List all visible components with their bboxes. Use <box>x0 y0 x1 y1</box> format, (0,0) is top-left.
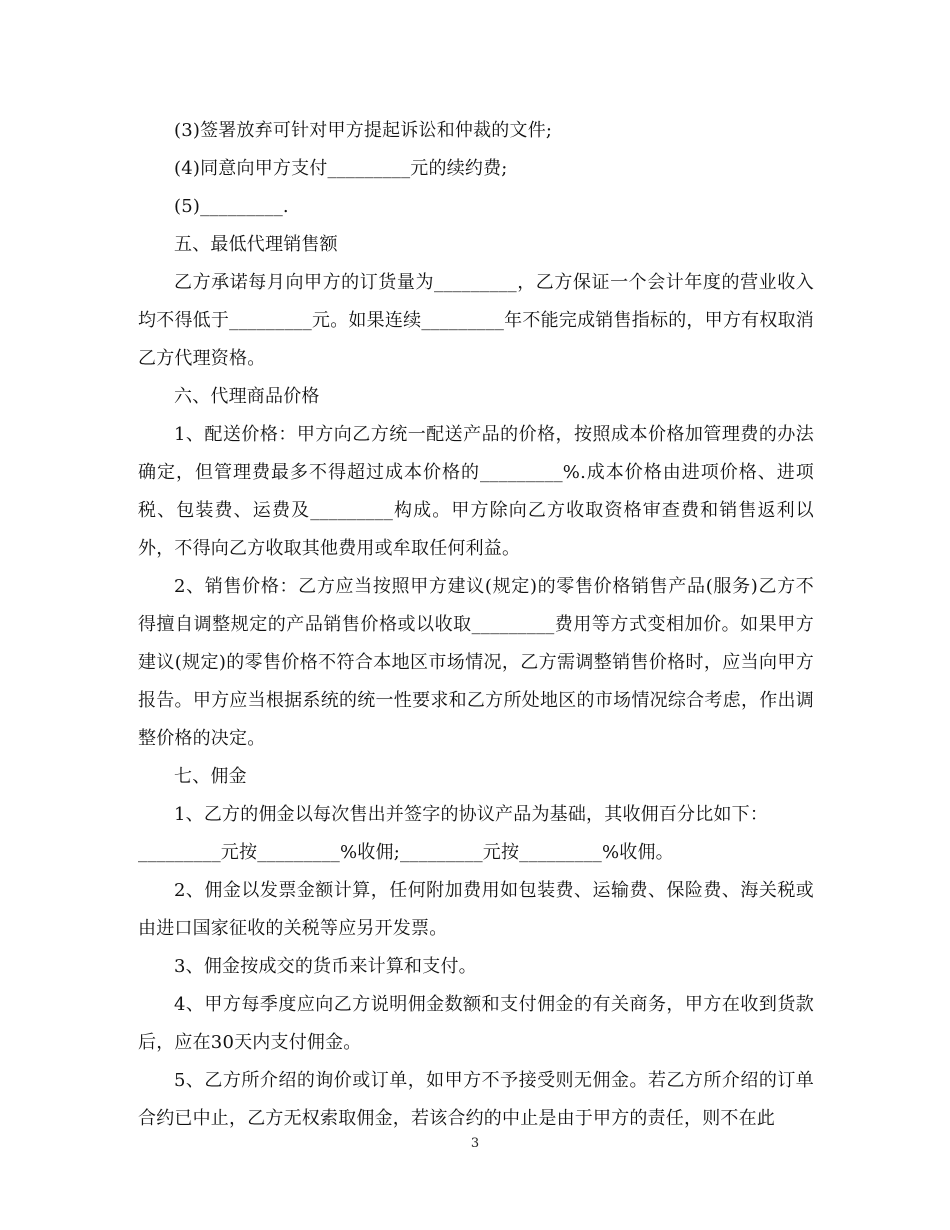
paragraph-commission-refusal: 5、乙方所介绍的询价或订单，如甲方不予接受则无佣金。若乙方所介绍的订单合约已中止，乙方无权索取佣金，若该合约的中止是由于甲方的责任，则不在此 <box>138 1070 814 1129</box>
paragraph-delivery-price: 1、配送价格：甲方向乙方统一配送产品的价格，按照成本价格加管理费的办法确定，但管理费最多不得超过成本价格的_________%.成本价格由进项价格、进项税、包装费、运费及_________构成。甲方除向乙方收取资格审查费和销售返利以外，不得向乙方收取其他费用或牟取任何利益。 <box>138 424 814 559</box>
paragraph-commission-invoice: 2、佣金以发票金额计算，任何附加费用如包装费、运输费、保险费、海关税或由进口国家征收的关税等应另开发票。 <box>138 880 814 939</box>
section-heading-minimum-sales: 五、最低代理销售额 <box>174 234 338 255</box>
clause-item-3: (3)签署放弃可针对甲方提起诉讼和仲裁的文件; <box>174 120 553 141</box>
paragraph-commission-payment: 4、甲方每季度应向乙方说明佣金数额和支付佣金的有关商务，甲方在收到货款后，应在30天内支付佣金。 <box>138 994 814 1053</box>
section-heading-product-price: 六、代理商品价格 <box>174 386 320 407</box>
paragraph-retail-price: 2、销售价格：乙方应当按照甲方建议(规定)的零售价格销售产品(服务)乙方不得擅自调整规定的产品销售价格或以收取_________费用等方式变相加价。如果甲方建议(规定)的零售价格不符合本地区市场情况，乙方需调整销售价格时，应当向甲方报告。甲方应当根据系统的统一性要求和乙方所处地区的市场情况综合考虑，作出调整价格的决定。 <box>138 576 814 749</box>
page-number: 3 <box>470 1136 480 1151</box>
paragraph-minimum-sales: 乙方承诺每月向甲方的订货量为_________，乙方保证一个会计年度的营业收入均不得低于_________元。如果连续_________年不能完成销售指标的，甲方有权取消乙方代理资格。 <box>138 272 814 369</box>
commission-rate-line: _________元按_________%收佣;_________元按_________%收佣。 <box>138 842 674 863</box>
paragraph-commission-basis: 1、乙方的佣金以每次售出并签字的协议产品为基础，其收佣百分比如下： <box>174 804 769 825</box>
paragraph-commission-currency: 3、佣金按成交的货币来计算和支付。 <box>174 956 477 977</box>
section-heading-commission: 七、佣金 <box>174 766 247 787</box>
clause-item-4: (4)同意向甲方支付_________元的续约费; <box>174 158 508 179</box>
clause-item-5: (5)_________. <box>174 196 289 217</box>
document-body <box>138 112 814 1138</box>
